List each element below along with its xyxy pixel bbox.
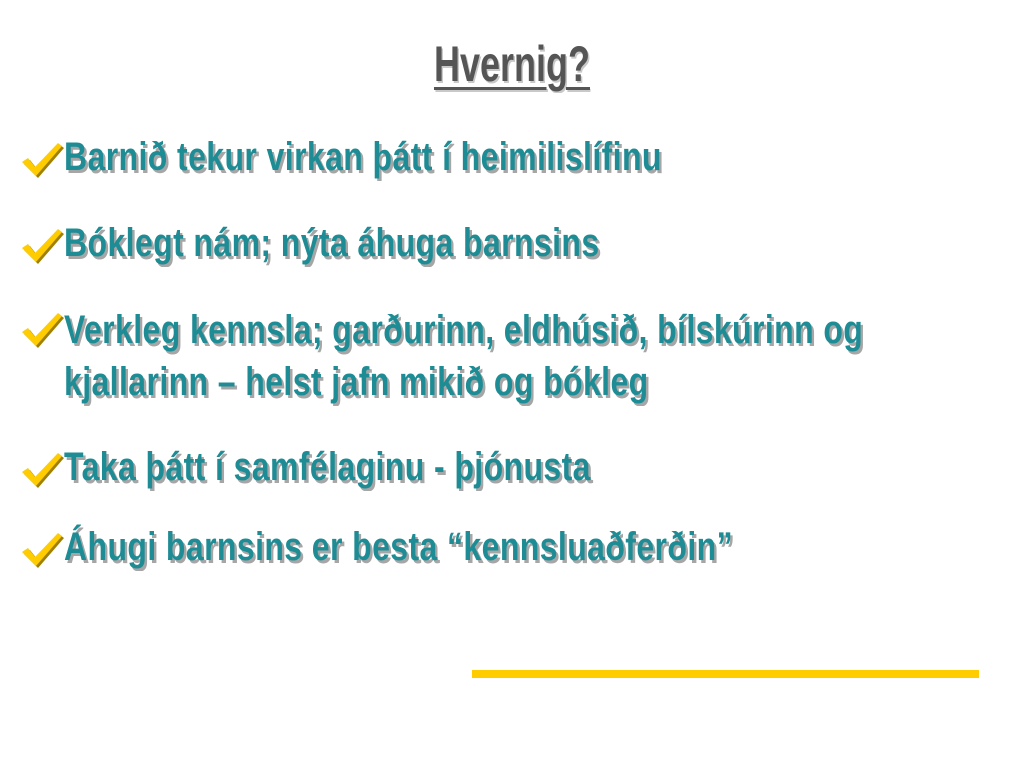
bullet-item [18,444,978,524]
yellow-rule [472,670,979,678]
check-icon [18,140,64,180]
bullet-item [18,304,978,444]
bullet-text: Áhugi barnsins er besta “kennsluaðferðin” [64,525,733,569]
bullet-item [18,134,978,220]
check-icon [18,226,64,266]
slide-title: Hvernig? [433,36,591,92]
bullet-text: Taka þátt í samfélaginu - þjónusta [64,445,591,489]
check-icon [18,310,64,350]
check-icon [18,530,64,570]
bullet-text: Verkleg kennsla; garðurinn, eldhúsið, bílskúrinn og kjallarinn – helst jafn mikið og bókleg [64,308,864,404]
check-icon [18,450,64,490]
bullet-text: Bóklegt nám; nýta áhuga barnsins [64,221,600,265]
bullet-item [18,524,978,604]
bullet-text: Barnið tekur virkan þátt í heimilislífinu [64,135,662,179]
bullet-list [18,134,978,604]
bullet-item [18,220,978,304]
